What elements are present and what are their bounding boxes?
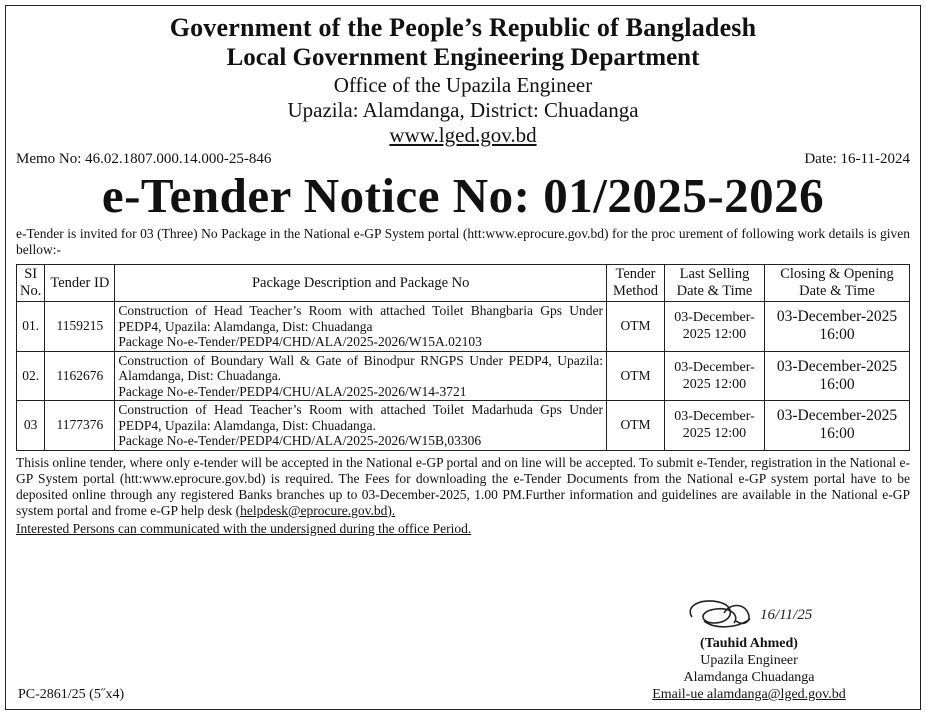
row-last-selling: 03-December-2025 12:00: [665, 302, 765, 352]
signature-date: 16/11/25: [760, 607, 813, 623]
row-si: 03: [17, 401, 45, 451]
contact-note: Interested Persons can communicated with the undersigned during the office Period.: [16, 520, 472, 536]
row-description: [115, 302, 607, 352]
col-last-selling: Last Selling Date & Time: [665, 265, 765, 302]
location-heading: Upazila: Alamdanga, District: Chuadanga: [287, 98, 639, 122]
row-closing: 03-December-2025 16:00: [765, 351, 910, 401]
row-si: 01.: [17, 302, 45, 352]
row-desc-text: Construction of Boundary Wall & Gate of Binodpur RNGPS Under PEDP4, Upazila: Alamdanga, Dist: Chuadanga.: [118, 352, 603, 383]
col-description: Package Description and Package No: [115, 265, 607, 302]
table-row: [17, 302, 910, 352]
row-closing: 03-December-2025 16:00: [765, 302, 910, 352]
row-last-selling: 03-December-2025 12:00: [665, 351, 765, 401]
col-method: Tender Method: [607, 265, 665, 302]
col-si: SI No.: [17, 265, 45, 302]
col-tender-id: Tender ID: [45, 265, 115, 302]
table-row: [17, 401, 910, 451]
row-closing: 03-December-2025 16:00: [765, 401, 910, 451]
notice-date: Date: 16-11-2024: [804, 151, 910, 167]
govt-heading: Government of the People’s Republic of Bangladesh: [169, 13, 757, 42]
terms-paragraph: [16, 455, 910, 519]
tender-notice-page: [5, 5, 921, 710]
tender-table: [16, 264, 910, 451]
intro-text: e-Tender is invited for 03 (Three) No Package in the National e-GP System portal (htt:www.eprocure.gov.bd) for the proc urement of following work details is given bellow:-: [16, 226, 910, 257]
row-method: OTM: [607, 401, 665, 451]
signatory-name: (Tauhid Ahmed): [700, 636, 798, 651]
office-heading: Office of the Upazila Engineer: [333, 73, 593, 97]
signatory-designation: Upazila Engineer: [700, 653, 798, 668]
department-heading: Local Government Engineering Department: [226, 44, 700, 71]
row-tender-id: 1159215: [45, 302, 115, 352]
row-package-no: Package No-e-Tender/PEDP4/CHU/ALA/2025-2026/W14-3721: [118, 383, 467, 399]
row-package-no: Package No-e-Tender/PEDP4/CHD/ALA/2025-2026/W15A.02103: [118, 334, 482, 349]
signatory-location: Alamdanga Chuadanga: [683, 670, 815, 685]
signature-scribble-icon: [674, 593, 824, 635]
helpdesk-email[interactable]: (helpdesk@eprocure.gov.bd).: [235, 502, 396, 518]
print-code: PC-2861/25 (5˝x4): [18, 687, 125, 702]
signature-block: [634, 593, 864, 703]
row-method: OTM: [607, 302, 665, 352]
row-si: 02.: [17, 351, 45, 401]
row-desc-text: Construction of Head Teacher’s Room with attached Toilet Bhangbaria Gps Under PEDP4, Upazila: Alamdanga, Dist: Chuadanga: [118, 303, 603, 334]
memo-row: [16, 150, 910, 168]
row-tender-id: 1162676: [45, 351, 115, 401]
col-closing: Closing & Opening Date & Time: [765, 265, 910, 302]
row-description: [115, 351, 607, 401]
row-last-selling: 03-December-2025 12:00: [665, 401, 765, 451]
row-package-no: Package No-e-Tender/PEDP4/CHD/ALA/2025-2026/W15B,03306: [118, 433, 482, 448]
signatory-email[interactable]: Email-ue alamdanga@lged.gov.bd: [652, 687, 846, 702]
table-row: [17, 351, 910, 401]
row-description: [115, 401, 607, 451]
website-link[interactable]: www.lged.gov.bd: [389, 123, 537, 147]
row-tender-id: 1177376: [45, 401, 115, 451]
terms-text: Thisis online tender, where only e-tender will be accepted in the National e-GP portal and on line will be accepted. To submit e-Tender, registration in the National e-GP System portal (htt:www.eprocure.gov.bd) is required. The Fees for downloading the e-Tender Documents from the National e-GP system portal have to be deposited online through any registered Banks branches up to 03-December-2025, 1.00 PM.Further information and guidelines are available in the National e-GP system portal and frome e-GP help desk: [16, 454, 910, 518]
row-desc-text: Construction of Head Teacher’s Room with attached Toilet Madarhuda Gps Under PEDP4, Upazila: Alamdanga, Dist: Chuadanga.: [118, 402, 603, 433]
notice-title: e-Tender Notice No: 01/2025-2026: [101, 168, 825, 223]
memo-number: Memo No: 46.02.1807.000.14.000-25-846: [16, 151, 272, 167]
table-header-row: [17, 265, 910, 302]
row-method: OTM: [607, 351, 665, 401]
